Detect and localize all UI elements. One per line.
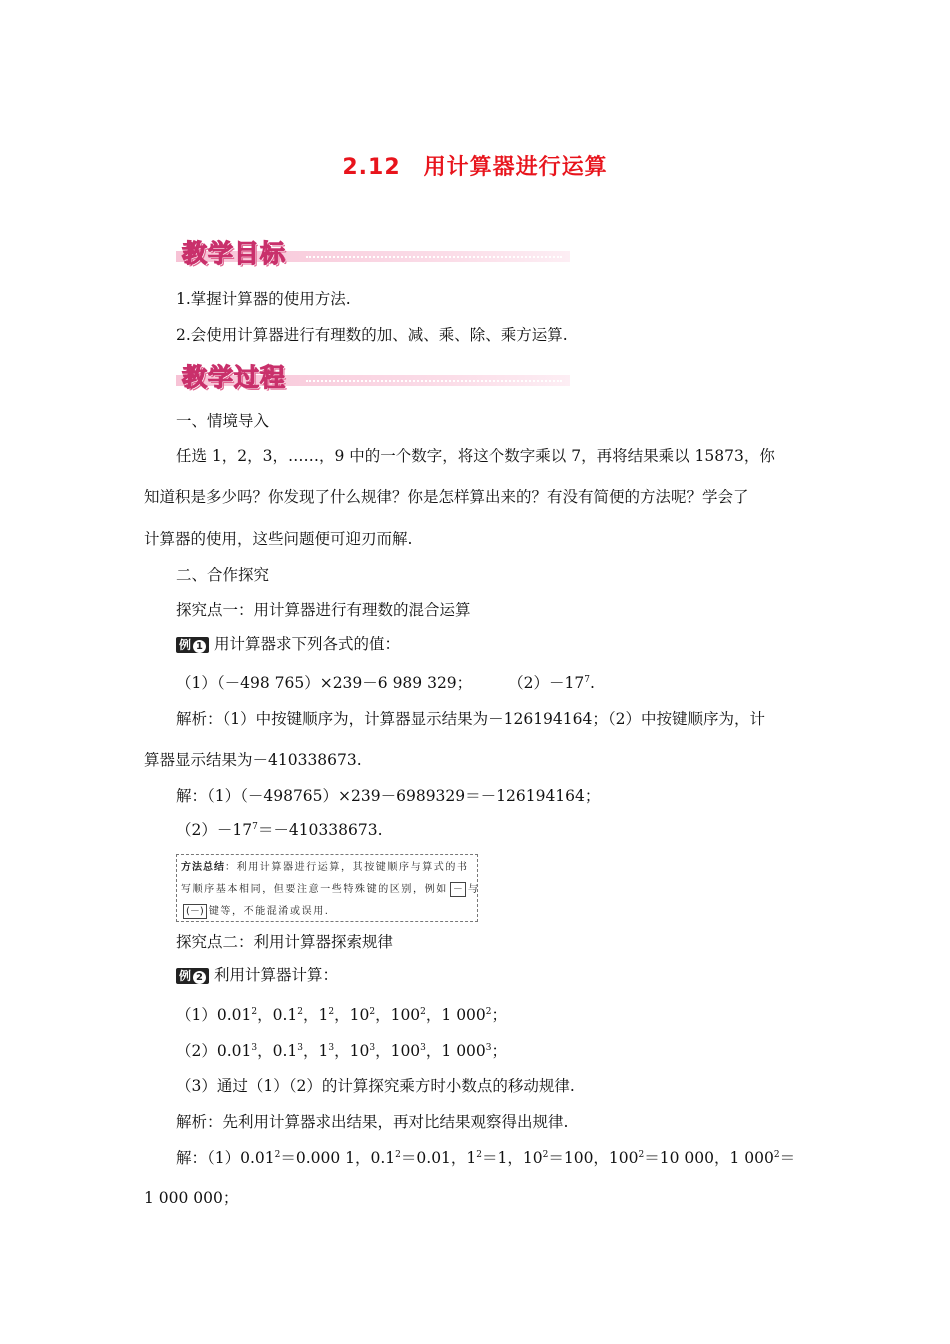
example-2-prompt-row	[176, 963, 338, 985]
solution-line: $(2)-17^7=-410338673$.	[176, 821, 383, 839]
analysis-line: 解析：（1）中按键顺序为，计算器显示结果为－126194164；（2）中按键顺序为，计	[176, 710, 765, 728]
negative-key: (－)	[183, 904, 207, 919]
example-badge: 例 1	[176, 637, 209, 653]
banner-label: 教学过程	[182, 363, 287, 392]
objective-item: 1.掌握计算器的使用方法.	[176, 290, 351, 308]
example-1-questions	[176, 671, 595, 693]
example-prompt: 用计算器求下列各式的值：	[213, 635, 400, 653]
example-2-question-3: （3）通过（1）（2）的计算探究乘方时小数点的移动规律.	[176, 1077, 575, 1095]
example-1-prompt-row	[176, 632, 400, 654]
explore-point: 探究点二：利用计算器探索规律	[176, 933, 394, 951]
solution-line: 1 000 000；	[144, 1189, 239, 1207]
method-summary-box: 方法总结：利用计算器进行运算，其按键顺序与算式的书 写顺序基本相同，但要注意一些特殊键的区别，例如 － 与 (－) 键等，不能混淆或误用.	[176, 854, 478, 922]
banner-label: 教学目标	[182, 239, 287, 268]
question-2: $(2)-17^7$.	[508, 674, 595, 692]
section-banner-objectives	[176, 234, 570, 274]
solution-line: 解：$(1)0.01^2=0.000$ 1，$0.1^2=0.01$，$1^2=1$，$10^2=100$，$100^2=10$ 000，1 $000^2=$	[176, 1149, 796, 1167]
example-2-question-1: （1）0.01$^2$，$0.1^2$，$1^2$，$10^2$，$100^2$，1 $000^2$；	[176, 1006, 508, 1024]
page-title: 2.12 用计算器进行运算	[342, 155, 608, 180]
solution-line: 解：（1）（－498765）×239－6989329＝－126194164；	[176, 787, 601, 805]
analysis-line: 解析：先利用计算器求出结果，再对比结果观察得出规律.	[176, 1113, 569, 1131]
summary-label: 方法总结	[181, 862, 225, 873]
paragraph-line: 计算器的使用，这些问题便可迎刃而解.	[144, 530, 413, 548]
explore-point: 探究点一：用计算器进行有理数的混合运算	[176, 601, 471, 619]
question-1: （1）（－498 765）×239－6 989 329；	[176, 674, 473, 692]
section-heading: 二、合作探究	[176, 566, 270, 584]
section-heading: 一、情境导入	[176, 412, 270, 430]
section-banner-process	[176, 358, 570, 398]
example-prompt: 利用计算器计算：	[213, 966, 338, 984]
minus-key: －	[450, 882, 466, 897]
paragraph-line: 任选 1，2，3，……，9 中的一个数字，将这个数字乘以 7，再将结果乘以 15873，你	[176, 447, 775, 465]
example-badge: 例 2	[176, 968, 209, 984]
analysis-line: 算器显示结果为－410338673.	[144, 751, 362, 769]
paragraph-line: 知道积是多少吗？你发现了什么规律？你是怎样算出来的？有没有简便的方法呢？学会了	[144, 488, 749, 506]
example-2-question-2: （2）0.01$^3$，$0.1^3$，$1^3$，$10^3$，$100^3$，1 $000^3$；	[176, 1042, 508, 1060]
objective-item: 2.会使用计算器进行有理数的加、减、乘、除、乘方运算.	[176, 326, 568, 344]
